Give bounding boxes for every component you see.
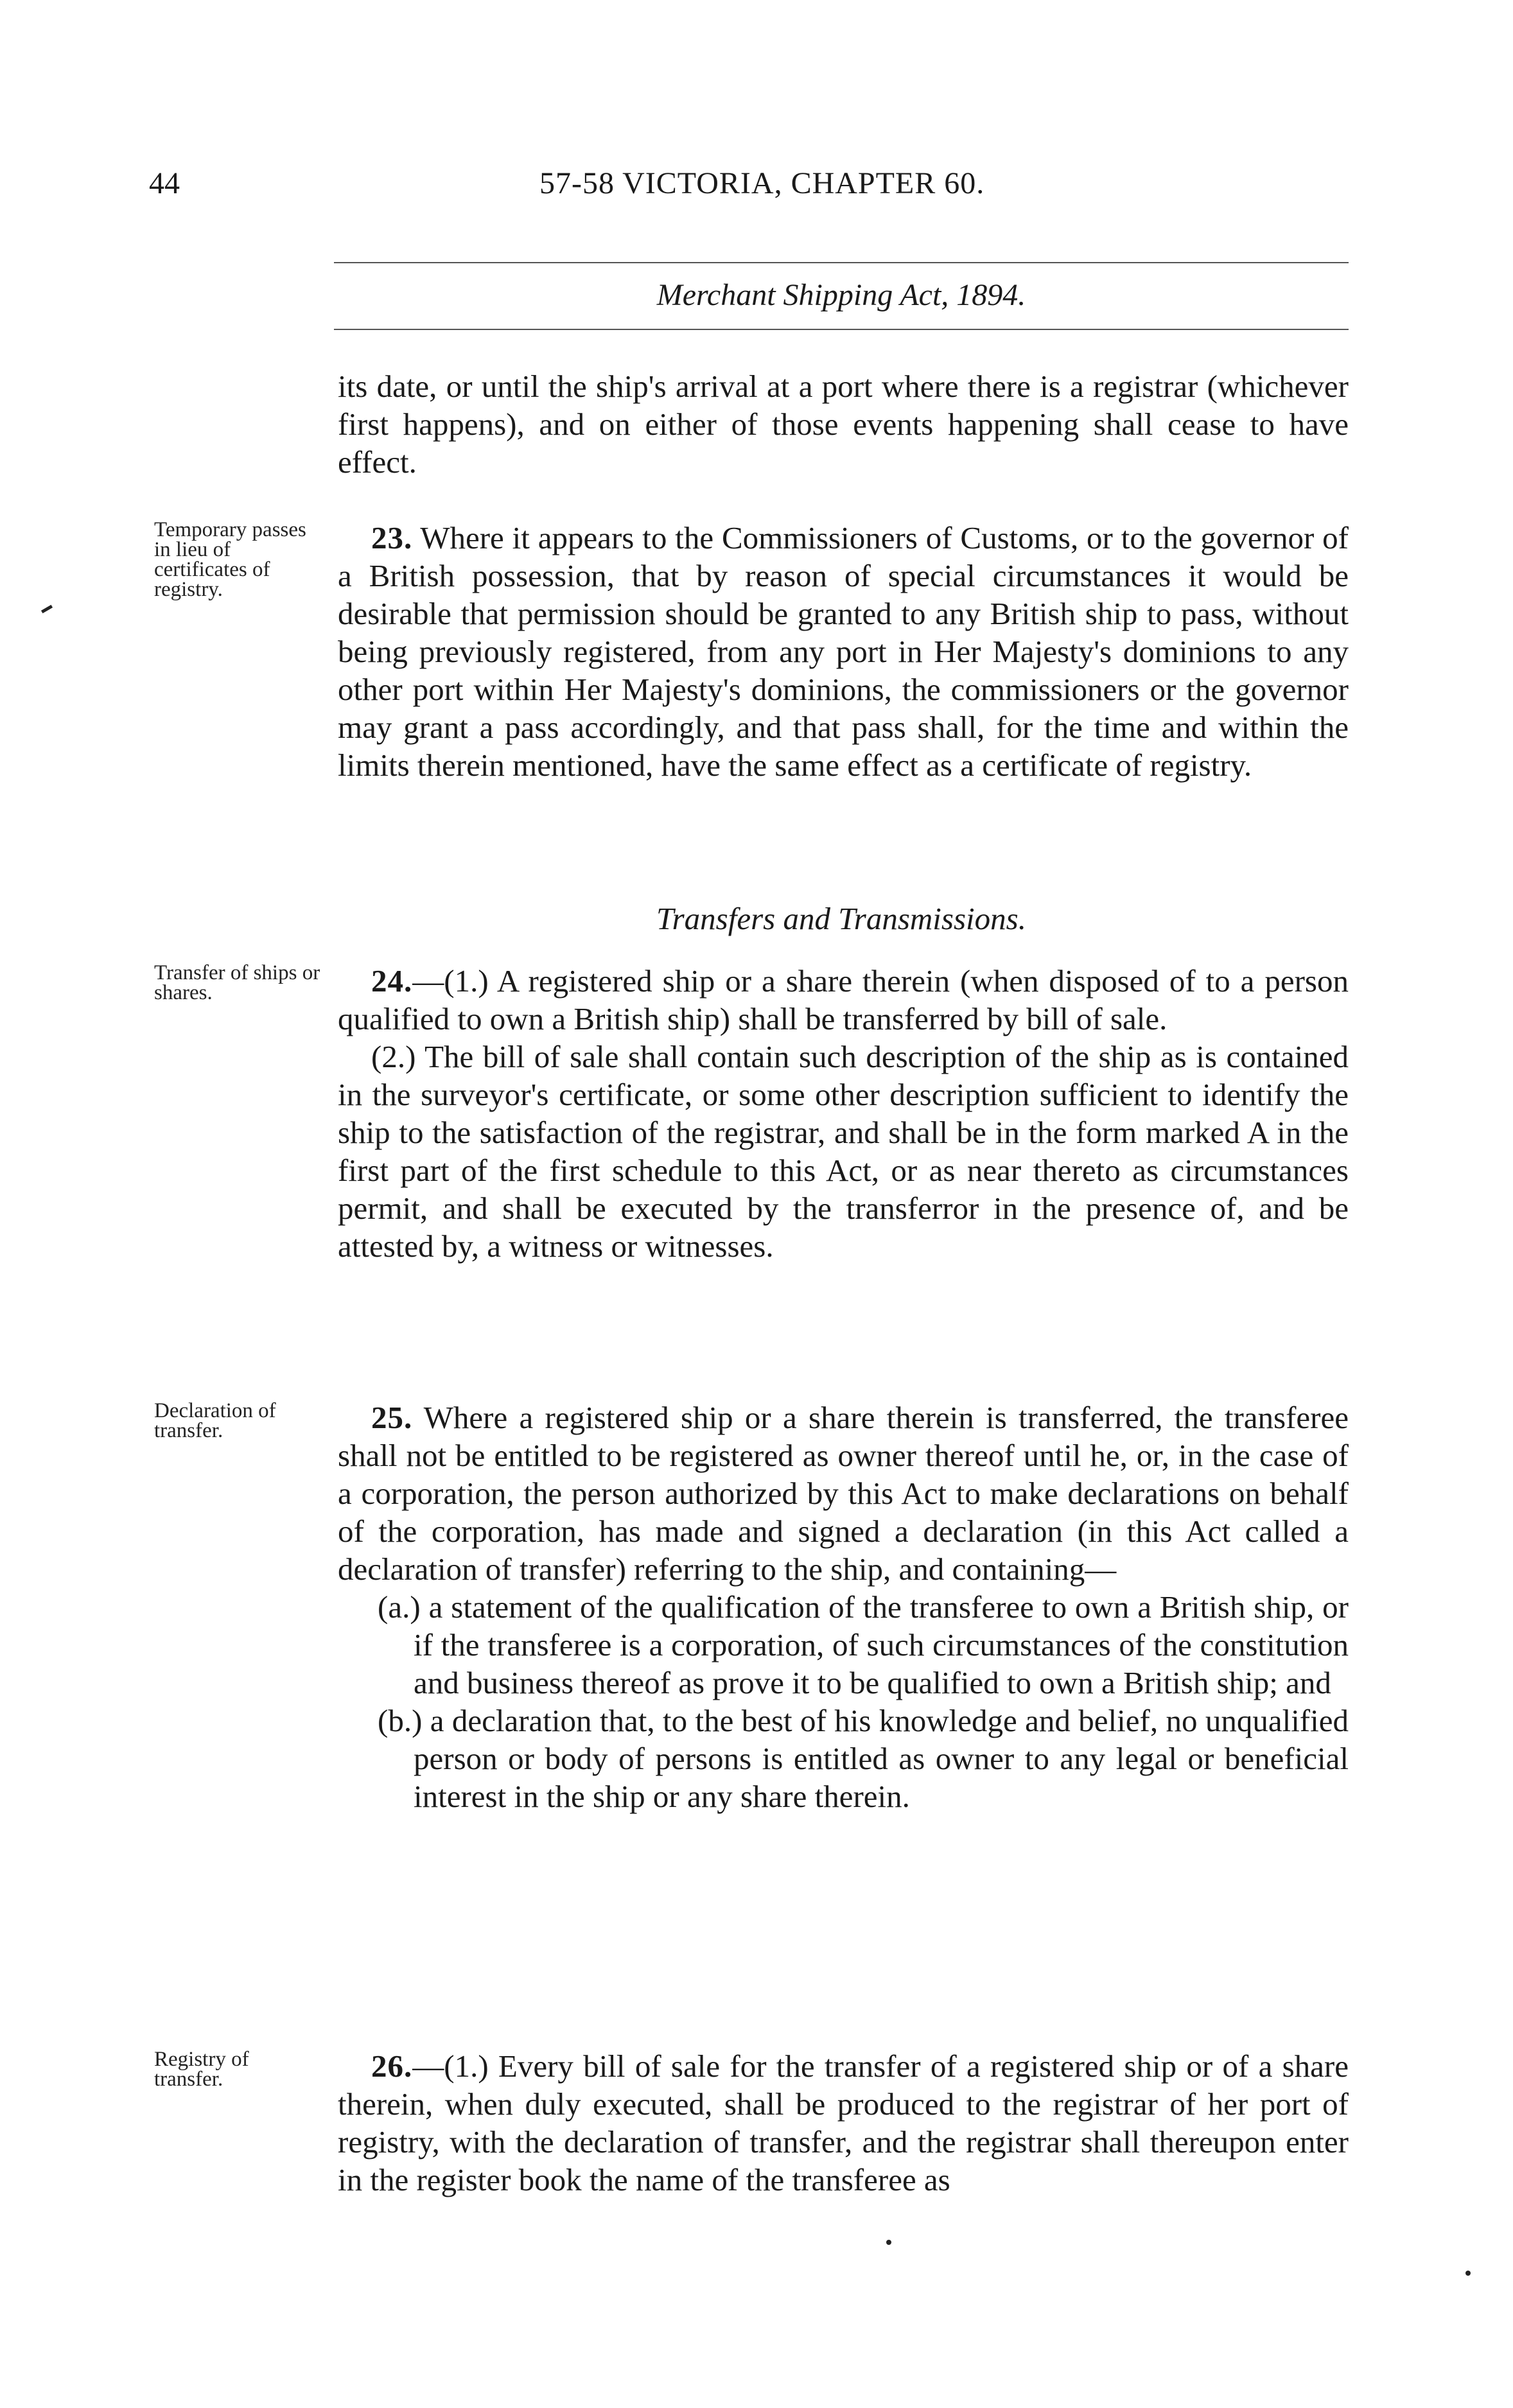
header-rule-top [334, 262, 1349, 263]
header-rule-bottom [334, 329, 1349, 330]
page-number: 44 [149, 166, 180, 200]
section-number-26: 26. [371, 2048, 413, 2084]
act-title: Merchant Shipping Act, 1894. [656, 278, 1026, 312]
page-header [0, 166, 1513, 217]
section-number-25: 25. [371, 1400, 413, 1435]
transfers-heading: Transfers and Transmissions. [656, 901, 1026, 936]
section-24-subsection-2: (2.) The bill of sale shall contain such description of the ship as is contained in the surveyor's certificate, or some other description sufficient to identify the ship to the satisfaction of the registrar, and shall be in the form marked A in the first part of the first schedule to this Act, or as near thereto as circumstances permit, and shall be executed by the transferror in the presence of, and be attested by, a witness or witnesses. [338, 1039, 1349, 1264]
margin-note-s25: Declaration of transfer. [154, 1399, 276, 1442]
section-number-23: 23. [371, 520, 413, 555]
stray-mark [41, 605, 53, 613]
section-24 [338, 962, 1349, 1265]
section-26-text: —(1.) Every bill of sale for the transfer of a registered ship or of a share therein, when duly executed, shall be produced to the registrar of her port of registry, with the declaration of transfer, and the registrar shall thereupon enter in the register book the name of the transferee as [338, 2048, 1349, 2197]
section-23 [338, 519, 1349, 784]
ink-speck [1465, 2271, 1471, 2276]
continuation-text: its date, or until the ship's arrival at a port where there is a registrar (whichever first happens), and on either of those events happening shall cease to have effect. [338, 369, 1349, 480]
section-25-text: Where a registered ship or a share therein is transferred, the transferee shall not be entitled to be registered as owner thereof until he, or, in the case of a corporation, the person authorized by this Act to make declarations on behalf of the corporation, has made and signed a declaration (in this Act called a declaration of transfer) referring to the ship, and containing— [338, 1400, 1349, 1587]
margin-note-s26: Registry of transfer. [154, 2048, 249, 2091]
continuation-paragraph [338, 367, 1349, 481]
margin-note-s23: Temporary passes in lieu of certificates of registry. [154, 518, 306, 601]
running-title: 57-58 VICTORIA, CHAPTER 60. [539, 166, 985, 200]
section-23-text: Where it appears to the Commissioners of Customs, or to the governor of a British possession, that by reason of special circumstances it would be desirable that permission should be granted to any British ship to pass, without being previously registered, from any port in Her Majesty's dominions to any other port within Her Majesty's dominions, the commissioners or the governor may grant a pass accordingly, and that pass shall, for the time and within the limits therein mentioned, have the same effect as a certificate of registry. [338, 520, 1349, 783]
section-25-item-b: (b.) a declaration that, to the best of his knowledge and belief, no unqualified person or body of persons is entitled as owner to any legal or beneficial interest in the ship or any share therein. [378, 1703, 1349, 1814]
margin-note-s24: Transfer of ships or shares. [154, 961, 320, 1004]
section-26 [338, 2047, 1349, 2199]
section-24-subsection-1: —(1.) A registered ship or a share therein (when disposed of to a person qualified to own a British ship) shall be transferred by bill of sale. [338, 963, 1349, 1036]
ink-speck [886, 2240, 891, 2245]
section-25 [338, 1399, 1349, 1815]
section-25-item-a: (a.) a statement of the qualification of the transferee to own a British ship, or if the transferee is a corporation, of such circumstances of the constitution and business thereof as prove it to be qualified to own a British ship; and [378, 1589, 1349, 1700]
section-number-24: 24. [371, 963, 413, 999]
